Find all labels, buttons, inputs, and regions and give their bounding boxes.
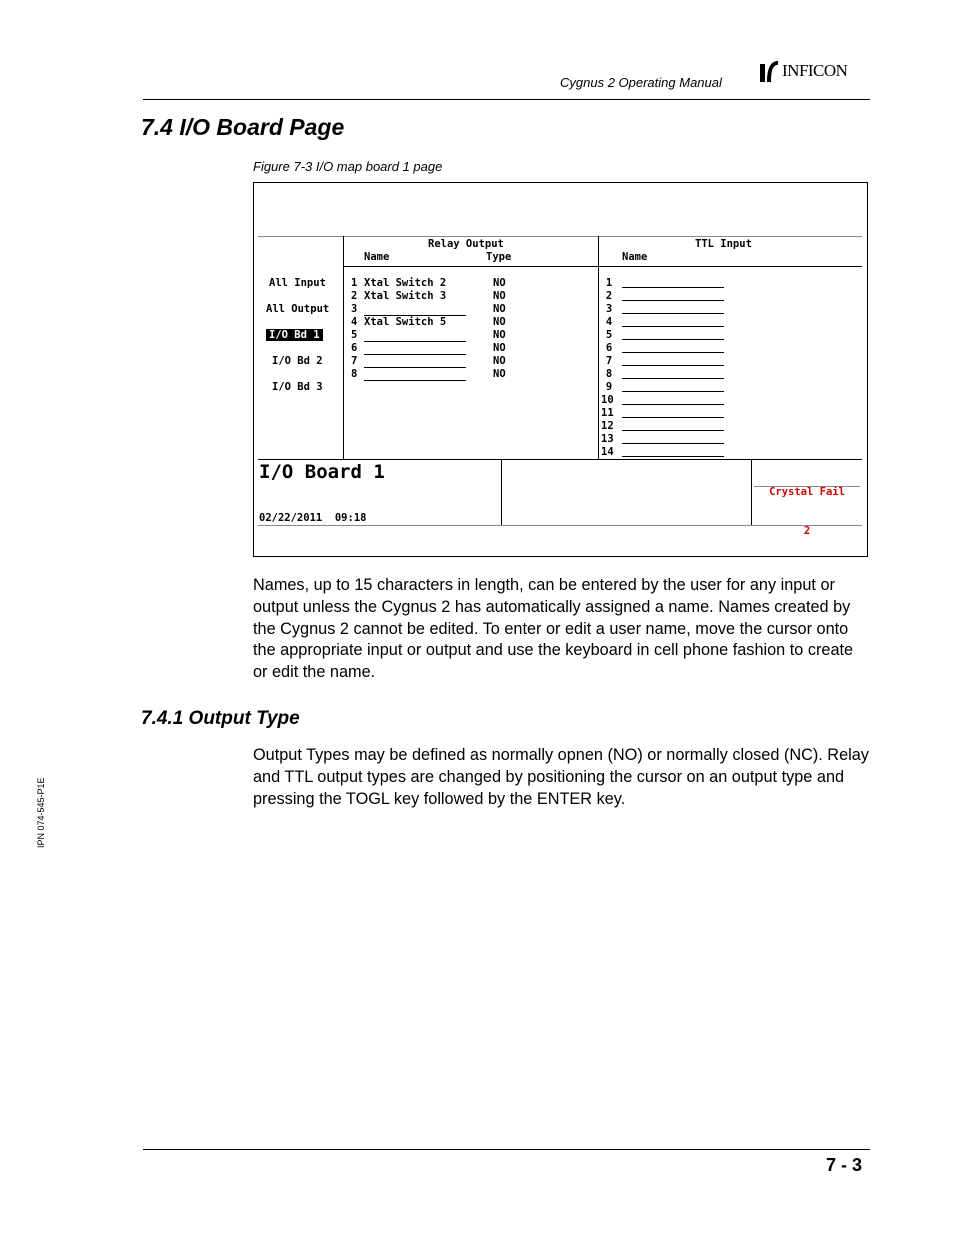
ttl-row-number: 1 [605,277,613,289]
relay-name-blank-field[interactable] [364,354,466,355]
running-header-title: Cygnus 2 Operating Manual [560,75,722,90]
relay-row-name[interactable]: Xtal Switch 2 [364,277,447,289]
relay-row-type[interactable]: NO [493,342,506,354]
ttl-row-number: 8 [605,368,613,380]
relay-row-number: 1 [351,277,358,289]
ttl-name-blank-field[interactable] [622,313,724,314]
relay-row-number: 4 [351,316,358,328]
relay-row-number: 3 [351,303,358,315]
ttl-name-blank-field[interactable] [622,391,724,392]
ttl-name-blank-field[interactable] [622,339,724,340]
ttl-row-number: 6 [605,342,613,354]
menu-all-input[interactable]: All Input [269,277,326,289]
paragraph-names: Names, up to 15 characters in length, can be entered by the user for any input or output unless the Cygnus 2 has automatically assigned a name. Names created by the Cygnus 2 cannot be edited. To enter or edit a user name, move the cursor onto the appropriate input or output and use the keyboard in cell phone fashion to create or edit the name. [253,576,854,682]
relay-name-blank-field[interactable] [364,341,466,342]
ttl-input-header: TTL Input [695,238,752,250]
ttl-name-blank-field[interactable] [622,378,724,379]
relay-row-number: 2 [351,290,358,302]
header-rule [143,99,870,100]
ttl-name-blank-field[interactable] [622,300,724,301]
relay-row-type[interactable]: NO [493,368,506,380]
ttl-row-number: 10 [601,394,614,406]
menu-all-output[interactable]: All Output [266,303,330,315]
ttl-col-name: Name [622,251,648,263]
subsection-title: 7.4.1 Output Type [141,708,300,729]
ttl-name-blank-field[interactable] [622,365,724,366]
ttl-row-number: 9 [605,381,613,393]
ttl-name-blank-field[interactable] [622,287,724,288]
menu-io-bd-1-selected[interactable]: I/O Bd 1 [266,329,323,341]
ttl-name-blank-field[interactable] [622,326,724,327]
relay-row-number: 8 [351,368,358,380]
status-divider-right [751,459,752,525]
ttl-row-number: 11 [601,407,614,419]
column-header-line [343,266,862,267]
relay-row-type[interactable]: NO [493,329,506,341]
relay-row-type[interactable]: NO [493,277,506,289]
ttl-row-number: 5 [605,329,613,341]
section-title: 7.4 I/O Board Page [141,114,345,140]
ttl-name-blank-field[interactable] [622,430,724,431]
footer-rule [143,1149,870,1150]
ttl-row-number: 7 [605,355,613,367]
io-map-figure [253,182,868,557]
ipn-code: IPN 074-545-P1E [36,777,46,848]
ttl-row-number: 2 [605,290,613,302]
ttl-row-number: 14 [601,446,614,458]
divider-sidebar [343,236,344,459]
paragraph-output-type: Output Types may be defined as normally opnen (NO) or normally closed (NC). Relay and TTL output types are changed by positioning the cursor on an output type and pressing the TOGL key followed by the ENTER key. [253,746,869,808]
relay-row-type[interactable]: NO [493,355,506,367]
ttl-name-blank-field[interactable] [622,352,724,353]
page-number: 7 - 3 [826,1155,863,1175]
ttl-row-number: 13 [601,433,614,445]
ttl-row-number: 3 [605,303,613,315]
figure-caption: Figure 7-3 I/O map board 1 page [253,159,443,174]
board-title: I/O Board 1 [259,461,385,483]
ttl-name-blank-field[interactable] [622,404,724,405]
alarm-line-2: 2 [803,525,811,537]
table-top-line [258,236,862,237]
relay-row-type[interactable]: NO [493,303,506,315]
relay-name-blank-field[interactable] [364,367,466,368]
status-datetime: 02/22/2011 09:18 [259,512,367,524]
inficon-logo [760,59,872,85]
relay-col-name: Name [364,251,390,263]
ttl-name-blank-field[interactable] [622,417,724,418]
relay-output-header: Relay Output [428,238,504,250]
relay-row-name[interactable]: Xtal Switch 3 [364,290,447,302]
relay-row-type[interactable]: NO [493,316,506,328]
relay-row-type[interactable]: NO [493,290,506,302]
inficon-mark-icon [760,60,778,82]
menu-io-bd-3[interactable]: I/O Bd 3 [272,381,323,393]
menu-io-bd-2[interactable]: I/O Bd 2 [272,355,323,367]
divider-relay-ttl [598,236,599,459]
relay-row-number: 5 [351,329,358,341]
alarm-line-1: Crystal Fail [769,486,845,498]
relay-col-type: Type [486,251,512,263]
relay-row-name[interactable]: Xtal Switch 5 [364,316,447,328]
alarm-crystal-fail [757,460,857,564]
ttl-name-blank-field[interactable] [622,456,724,457]
ttl-row-number: 4 [605,316,613,328]
ttl-name-blank-field[interactable] [622,443,724,444]
logo-wordmark: INFICON [782,61,848,80]
relay-row-number: 7 [351,355,358,367]
ttl-row-number: 12 [601,420,614,432]
relay-row-number: 6 [351,342,358,354]
status-divider-left [501,459,502,525]
relay-name-blank-field[interactable] [364,380,466,381]
